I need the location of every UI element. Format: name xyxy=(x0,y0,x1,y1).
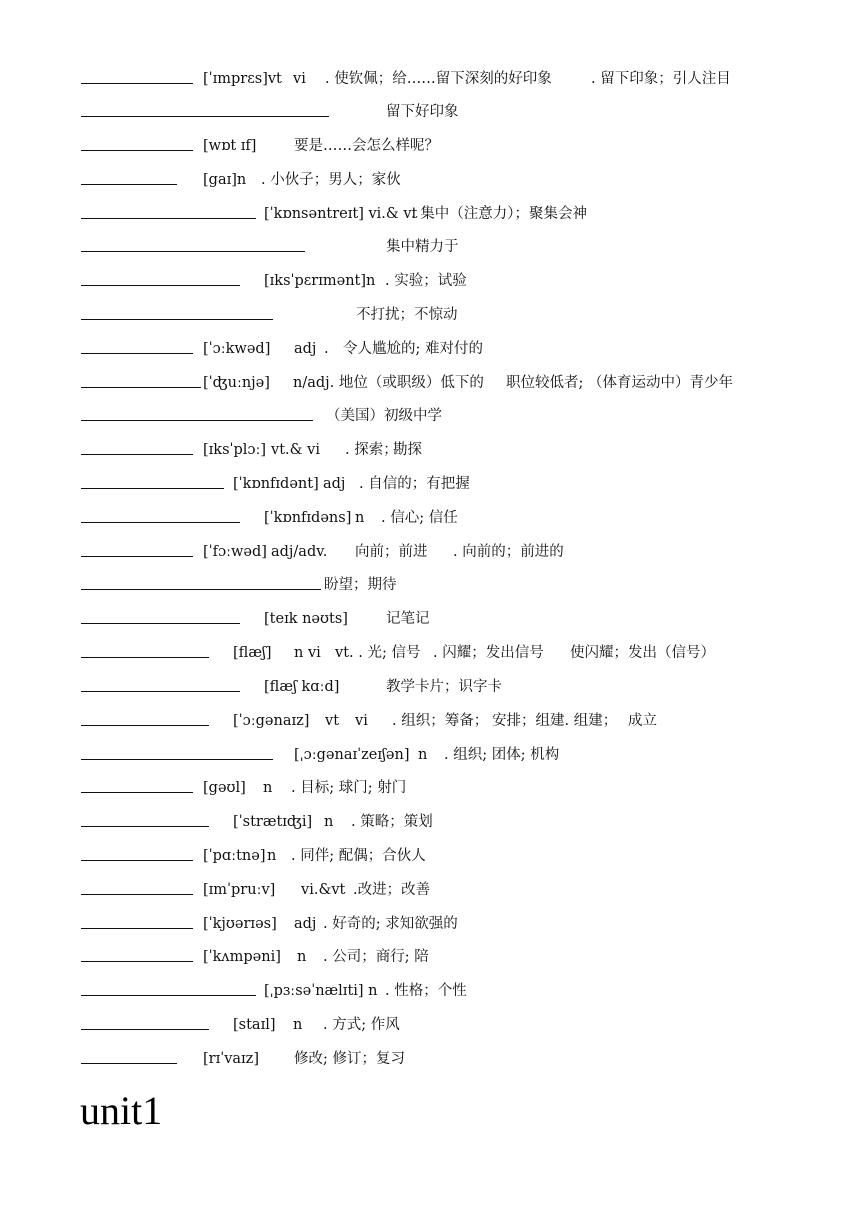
definition-part: n vi xyxy=(294,645,321,661)
definition-part: adj xyxy=(294,916,317,932)
answer-blank[interactable] xyxy=(81,1063,177,1064)
answer-blank[interactable] xyxy=(81,623,240,624)
answer-blank[interactable] xyxy=(81,454,193,455)
answer-blank[interactable] xyxy=(81,759,273,760)
definition-part: . 实验；试验 xyxy=(385,273,467,289)
answer-blank[interactable] xyxy=(81,657,209,658)
definition-part: n xyxy=(263,780,273,796)
phonetic: [gaɪ]n xyxy=(203,172,247,188)
phonetic: [teɪk nəʊts] xyxy=(264,611,348,627)
definition-part: 留下好印象 xyxy=(386,104,459,120)
definition-part: . 小伙子；男人；家伙 xyxy=(261,172,401,188)
phonetic: [ˈpɑːtnə] xyxy=(203,848,266,864)
answer-blank[interactable] xyxy=(81,826,209,827)
definition-part: . xyxy=(324,341,329,357)
definition-part: 不打扰；不惊动 xyxy=(356,307,458,323)
phonetic: [wɒt ɪf] xyxy=(203,138,257,154)
answer-blank[interactable] xyxy=(81,353,193,354)
phonetic: [ˈkɒnfɪdəns] xyxy=(264,510,352,526)
answer-blank[interactable] xyxy=(81,691,240,692)
phonetic: [ɪksˈplɔː] xyxy=(203,442,267,458)
definition-part: . 组织; 团体; 机构 xyxy=(444,747,560,763)
definition-part: 修改; 修订；复习 xyxy=(294,1051,405,1067)
definition-part: adj/adv. xyxy=(271,544,328,560)
answer-blank[interactable] xyxy=(81,116,329,117)
definition-part: vt. . 光; 信号 xyxy=(335,645,421,661)
answer-blank[interactable] xyxy=(81,83,193,84)
definition-part: 要是……会怎么样呢？ xyxy=(294,138,439,154)
phonetic: [ˈɔːgənaɪz] xyxy=(233,713,310,729)
definition-part: . 策略；策划 xyxy=(351,814,433,830)
phonetic: [ˈɪmprɛs]vt xyxy=(203,71,282,87)
answer-blank[interactable] xyxy=(81,589,321,590)
answer-blank[interactable] xyxy=(81,285,240,286)
definition-part: . 方式; 作风 xyxy=(323,1017,400,1033)
definition-part: 向前；前进 xyxy=(355,544,428,560)
phonetic: [ˌpɜːsəˈnælɪti] n xyxy=(264,983,378,999)
definition-part: n xyxy=(297,949,307,965)
phonetic: [ˈɔːkwəd] xyxy=(203,341,271,357)
answer-blank[interactable] xyxy=(81,860,193,861)
definition-part: . 目标; 球门; 射门 xyxy=(291,780,407,796)
answer-blank[interactable] xyxy=(81,894,193,895)
definition-part: n xyxy=(355,510,365,526)
definition-part: . 组织；筹备； xyxy=(392,713,489,729)
phonetic: [ɪmˈpruːv] xyxy=(203,882,276,898)
phonetic: [ˈkɒnfɪdənt] xyxy=(233,476,319,492)
phonetic: [gəʊl] xyxy=(203,780,246,796)
phonetic: [ˌɔːgənaɪˈzeɪʃən] xyxy=(294,747,410,763)
answer-blank[interactable] xyxy=(81,1029,209,1030)
definition-part: n xyxy=(293,1017,303,1033)
phonetic: [ˈkɒnsəntreɪt] vi.& vt xyxy=(264,206,418,222)
definition-part: adj xyxy=(294,341,317,357)
phonetic: [ˈʤuːnjə] xyxy=(203,375,270,391)
definition-part: （美国）初级中学 xyxy=(326,408,442,424)
definition-part: . 性格；个性 xyxy=(385,983,467,999)
definition-part: . 向前的；前进的 xyxy=(453,544,564,560)
answer-blank[interactable] xyxy=(81,251,305,252)
phonetic: [flæʃ kɑːd] xyxy=(264,679,340,695)
phonetic: [ˈfɔːwəd] xyxy=(203,544,267,560)
answer-blank[interactable] xyxy=(81,218,256,219)
answer-blank[interactable] xyxy=(81,522,240,523)
phonetic: [staɪl] xyxy=(233,1017,276,1033)
definition-part: . 自信的；有把握 xyxy=(359,476,470,492)
answer-blank[interactable] xyxy=(81,319,273,320)
unit-heading: unit1 xyxy=(80,1088,163,1133)
answer-blank[interactable] xyxy=(81,150,193,151)
answer-blank[interactable] xyxy=(81,928,193,929)
definition-part: vi.&vt xyxy=(301,882,346,898)
definition-part: 记笔记 xyxy=(386,611,430,627)
answer-blank[interactable] xyxy=(81,792,193,793)
definition-part: n xyxy=(267,848,277,864)
definition-part: vi xyxy=(293,71,306,87)
definition-part: .改进；改善 xyxy=(353,882,431,898)
definition-part: 集中精力于 xyxy=(386,239,459,255)
phonetic: [ˈstrætɪʤi] xyxy=(233,814,313,830)
definition-part: 成立 xyxy=(628,713,657,729)
definition-part: . 探索； xyxy=(345,442,398,458)
answer-blank[interactable] xyxy=(81,420,313,421)
definition-part: 盼望；期待 xyxy=(324,577,397,593)
phonetic: [ɪksˈpɛrɪmənt]n xyxy=(264,273,376,289)
definition-part: 职位较低者; （体育运动中）青少年 xyxy=(506,375,733,391)
definition-part: . 使钦佩；给……留下深刻的好印象 xyxy=(325,71,552,87)
phonetic: [flæʃ] xyxy=(233,645,272,661)
definition-part: 令人尴尬的; 难对付的 xyxy=(343,341,483,357)
definition-part: vt xyxy=(325,713,340,729)
definition-part: . 留下印象；引人注目 xyxy=(591,71,731,87)
answer-blank[interactable] xyxy=(81,184,177,185)
definition-part: . 好奇的; 求知欲强的 xyxy=(323,916,458,932)
definition-part: 教学卡片；识字卡 xyxy=(386,679,502,695)
definition-part: vt.& vi xyxy=(271,442,320,458)
phonetic: [ˈkʌmpəni] xyxy=(203,949,281,965)
answer-blank[interactable] xyxy=(81,387,201,388)
answer-blank[interactable] xyxy=(81,556,193,557)
definition-part: n xyxy=(418,747,428,763)
definition-part: 安排；组建. 组建； xyxy=(492,713,618,729)
definition-part: . 闪耀；发出信号 xyxy=(433,645,544,661)
definition-part: 使闪耀；发出（信号） xyxy=(570,645,715,661)
definition-part: 勘探 xyxy=(393,442,422,458)
definition-part: . 信心; 信任 xyxy=(381,510,458,526)
answer-blank[interactable] xyxy=(81,995,256,996)
definition-part: . 集中（注意力）；聚集会神 xyxy=(411,206,587,222)
phonetic: [rɪˈvaɪz] xyxy=(203,1051,259,1067)
definition-part: n xyxy=(324,814,334,830)
definition-part: . 公司；商行; 陪 xyxy=(323,949,429,965)
answer-blank[interactable] xyxy=(81,725,209,726)
definition-part: adj xyxy=(323,476,346,492)
definition-part: vi xyxy=(355,713,368,729)
answer-blank[interactable] xyxy=(81,961,193,962)
phonetic: [ˈkjʊərɪəs] xyxy=(203,916,277,932)
definition-part: n/adj. 地位（或职级）低下的 xyxy=(293,375,484,391)
definition-part: . 同伴; 配偶；合伙人 xyxy=(291,848,426,864)
answer-blank[interactable] xyxy=(81,488,224,489)
